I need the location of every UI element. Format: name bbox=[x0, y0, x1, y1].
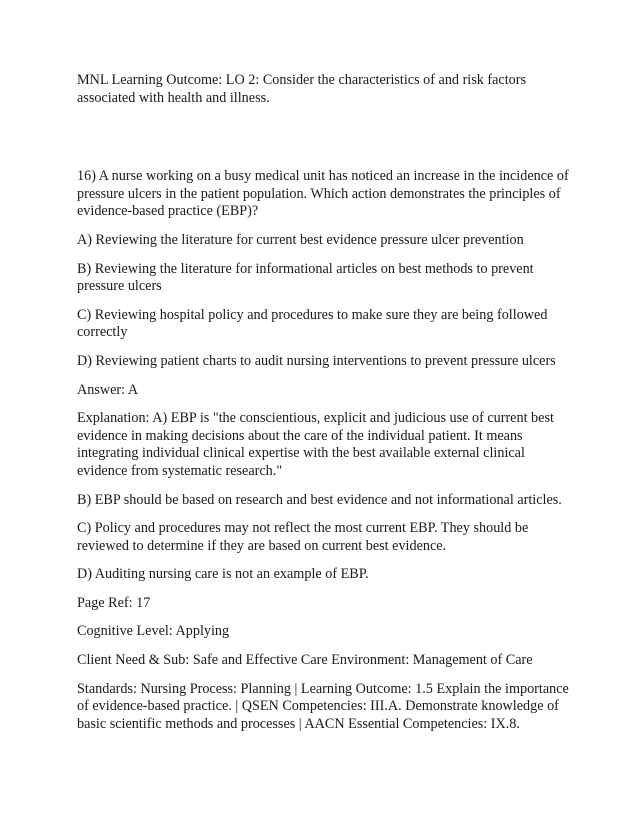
learning-outcome: MNL Learning Outcome: LO 2: Consider the characteristics of and risk factors associated with health and illness. bbox=[77, 72, 526, 106]
explanation-a: Explanation: A) EBP is "the conscientious, explicit and judicious use of current best evidence in making decisions about the care of the individual patient. It means integrating individual clinical expertise with the best available external clinical evidence from systematic research." bbox=[77, 410, 554, 479]
option-c: C) Reviewing hospital policy and procedures to make sure they are being followed correctly bbox=[77, 306, 548, 341]
question-text: 16) A nurse working on a busy medical unit has noticed an increase in the incidence of pressure ulcers in the patient population. Which action demonstrates the principles of evidence-based practice (EBP)? bbox=[77, 168, 569, 220]
option-b: B) Reviewing the literature for informational articles on best methods to prevent pressure ulcers bbox=[77, 260, 534, 295]
page-ref: Page Ref: 17 bbox=[77, 594, 151, 611]
option-a: A) Reviewing the literature for current best evidence pressure ulcer prevention bbox=[77, 231, 524, 248]
cognitive-level: Cognitive Level: Applying bbox=[77, 623, 230, 640]
document-body bbox=[77, 72, 577, 744]
answer: Answer: A bbox=[77, 381, 139, 398]
explanation-c: C) Policy and procedures may not reflect the most current EBP. They should be reviewed to determine if they are based on current best evidence. bbox=[77, 520, 529, 554]
option-d: D) Reviewing patient charts to audit nursing interventions to prevent pressure ulcers bbox=[77, 352, 556, 369]
client-need: Client Need & Sub: Safe and Effective Care Environment: Management of Care bbox=[77, 652, 533, 669]
spacer bbox=[77, 107, 577, 168]
explanation-b: B) EBP should be based on research and best evidence and not informational articles. bbox=[77, 491, 562, 508]
standards: Standards: Nursing Process: Planning | Learning Outcome: 1.5 Explain the importance of evidence-based practice. | QSEN Competencies: III.A. Demonstrate knowledge of basic scientific methods and processes | AACN Essential Competencies: IX.8. bbox=[77, 680, 569, 732]
explanation-d: D) Auditing nursing care is not an example of EBP. bbox=[77, 566, 369, 583]
